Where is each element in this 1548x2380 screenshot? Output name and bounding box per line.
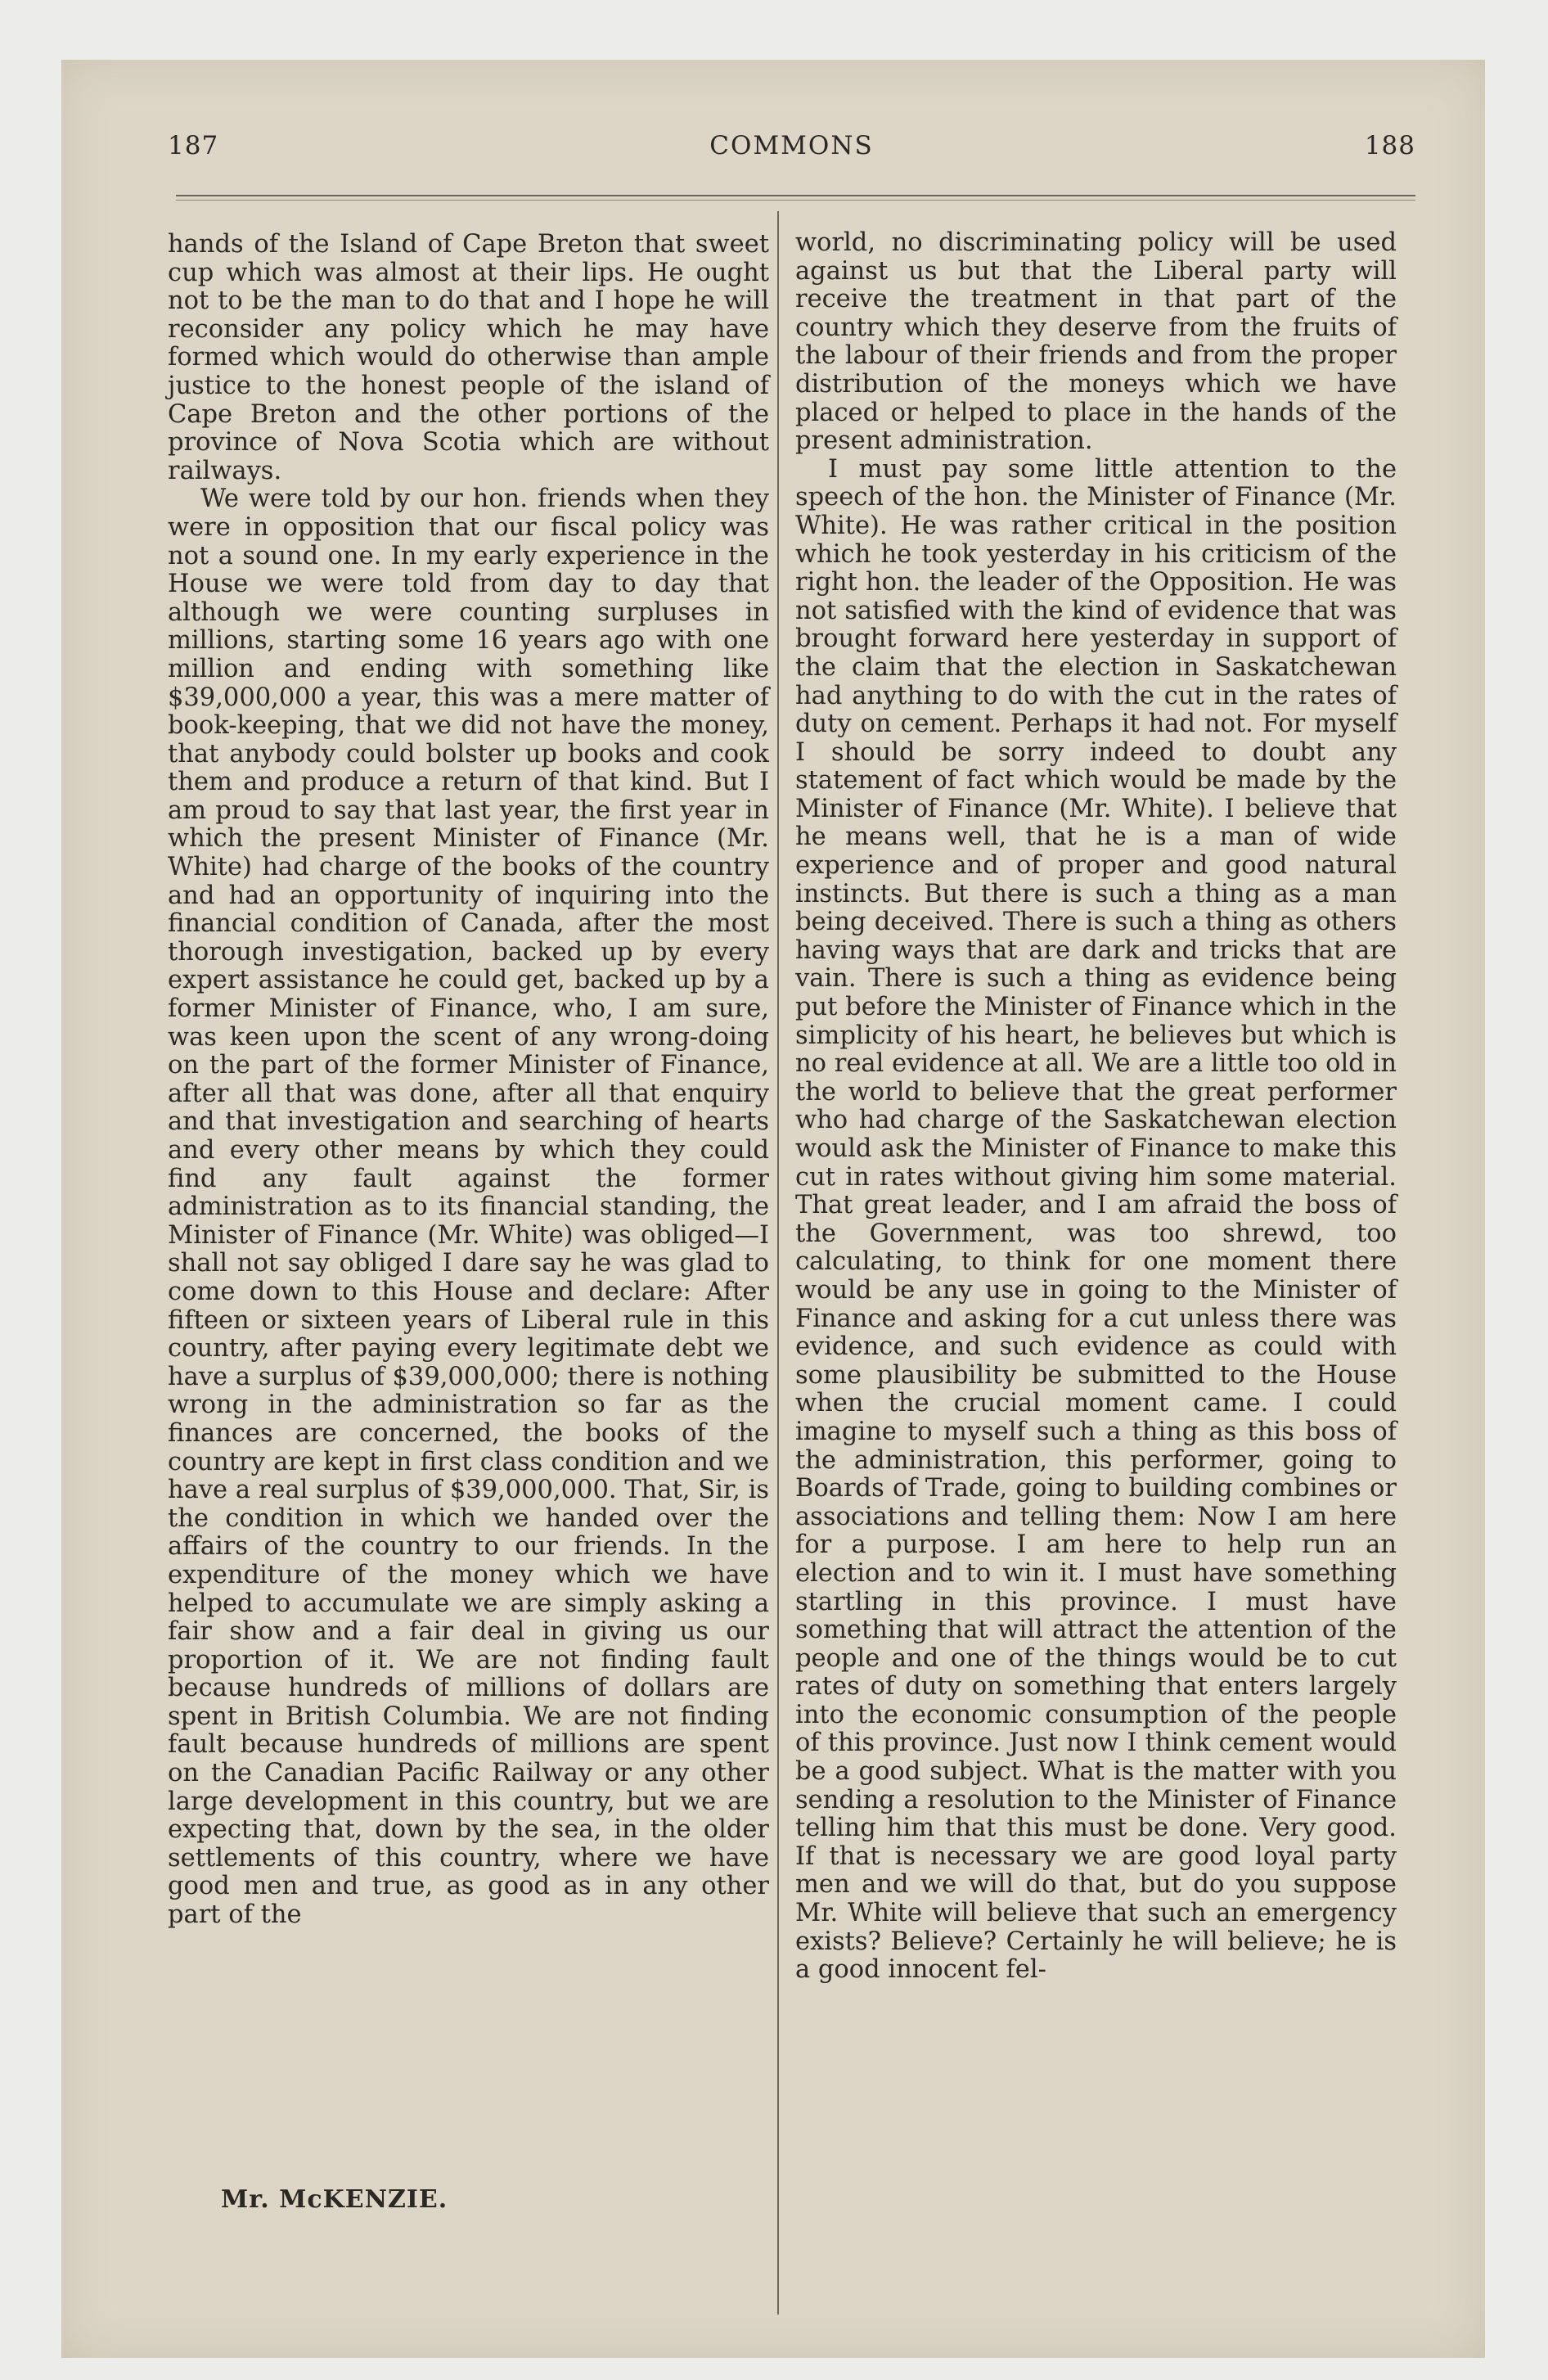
header-rule [176, 195, 1415, 196]
right-paragraph-2: I must pay some little attention to the speech of the hon. the Minister of Finance (Mr. White). He was rather critical in the position which he took yesterday in his criticism of the right hon. the leader of the Opposition. He was not satisfied with the kind of evidence that was brought forward here yesterday in support of the claim that the election in Saskatchewan had anything to do with the cut in the rates of duty on cement. Perhaps it had not. For myself I should be sorry indeed to doubt any statement of fact which would be made by the Minister of Finance (Mr. White). I believe that he means well, that he is a man of wide experience and of proper and good natural instincts. But there is such a thing as a man being deceived. There is such a thing as others having ways that are dark and tricks that are vain. There is such a thing as evidence being put before the Minister of Finance which in the simplicity of his heart, he believes but which is no real evidence at all. We are a little too old in the world to believe that the great performer who had charge of the Saskatchewan election would ask the Minister of Finance to make this cut in rates without giving him some material. That great leader, and I am afraid the boss of the Government, was too shrewd, too calculating, to think for one moment there would be any use in going to the Minister of Finance and asking for a cut unless there was evidence, and such evidence as could with some plausibility be submitted to the House when the crucial moment came. I could imagine to myself such a thing as this boss of the administration, this performer, going to Boards of Trade, going to building combines or associations and telling them: Now I am here for a purpose. I am here to help run an election and to win it. I must have something startling in this province. I must have something that will attract the attention of the people and one of the things would be to cut rates of duty on something that enters largely into the economic consumption of the people of this province. Just now I think cement would be a good subject. What is the matter with you sending a resolution to the Minister of Finance telling him that this must be done. Very good. If that is necessary we are good loyal party men and we will do that, but do you suppose Mr. White will believe that such an emergency exists? Believe? Certainly he will believe; he is a good innocent fel- [795, 454, 1397, 1985]
left-page-number: 187 [168, 131, 219, 160]
speaker-footer: Mr. McKENZIE. [221, 2185, 448, 2214]
running-title: COMMONS [709, 131, 874, 160]
left-column [168, 231, 769, 1930]
page-header [168, 131, 1415, 172]
hansard-page [106, 0, 1448, 2380]
header-rule-thin [176, 200, 1415, 201]
column-divider [777, 211, 779, 2315]
left-paragraph-2: We were told by our hon. friends when they were in opposition that our fiscal policy was not a sound one. In my early experience in the House we were told from day to day that although we were counting surpluses in millions, starting some 16 years ago with one million and ending with something like $39,000,000 a year, this was a mere matter of book-keeping, that we did not have the money, that anybody could bolster up books and cook them and produce a return of that kind. But I am proud to say that last year, the first year in which the present Minister of Finance (Mr. White) had charge of the books of the country and had an opportunity of inquiring into the financial condition of Canada, after the most thorough investigation, backed up by every expert assistance he could get, backed up by a former Minister of Finance, who, I am sure, was keen upon the scent of any wrong-doing on the part of the former Minister of Finance, after all that was done, after all that enquiry and that investigation and searching of hearts and every other means by which they could find any fault against the former administration as to its financial standing, the Minister of Finance (Mr. White) was obliged—I shall not say obliged I dare say he was glad to come down to this House and declare: After fifteen or sixteen years of Liberal rule in this country, after paying every legitimate debt we have a surplus of $39,000,000; there is nothing wrong in the administration so far as the finances are concerned, the books of the country are kept in first class condition and we have a real surplus of $39,000,000. That, Sir, is the condition in which we handed over the affairs of the country to our friends. In the expenditure of the money which we have helped to accumulate we are simply asking a fair show and a fair deal in giving us our proportion of it. We are not finding fault because hundreds of millions of dollars are spent in British Columbia. We are not finding fault because hundreds of millions are spent on the Canadian Pacific Railway or any other large development in this country, but we are expecting that, down by the sea, in the older settlements of this country, where we have good men and true, as good as in any other part of the [168, 485, 769, 1930]
right-paragraph-1: world, no discriminating policy will be used against us but that the Liberal party will receive the treatment in that part of the country which they deserve from the fruits of the labour of their friends and from the proper distribution of the moneys which we have placed or helped to place in the hands of the present administration. [795, 228, 1397, 456]
right-column [795, 229, 1397, 1985]
right-page-number: 188 [1364, 131, 1415, 160]
left-paragraph-1: hands of the Island of Cape Breton that sweet cup which was almost at their lips. He ought not to be the man to do that and I hope he will reconsider any policy which he may have formed which would do otherwise than ample justice to the honest people of the island of Cape Breton and the other portions of the province of Nova Scotia which are without railways. [168, 230, 769, 485]
